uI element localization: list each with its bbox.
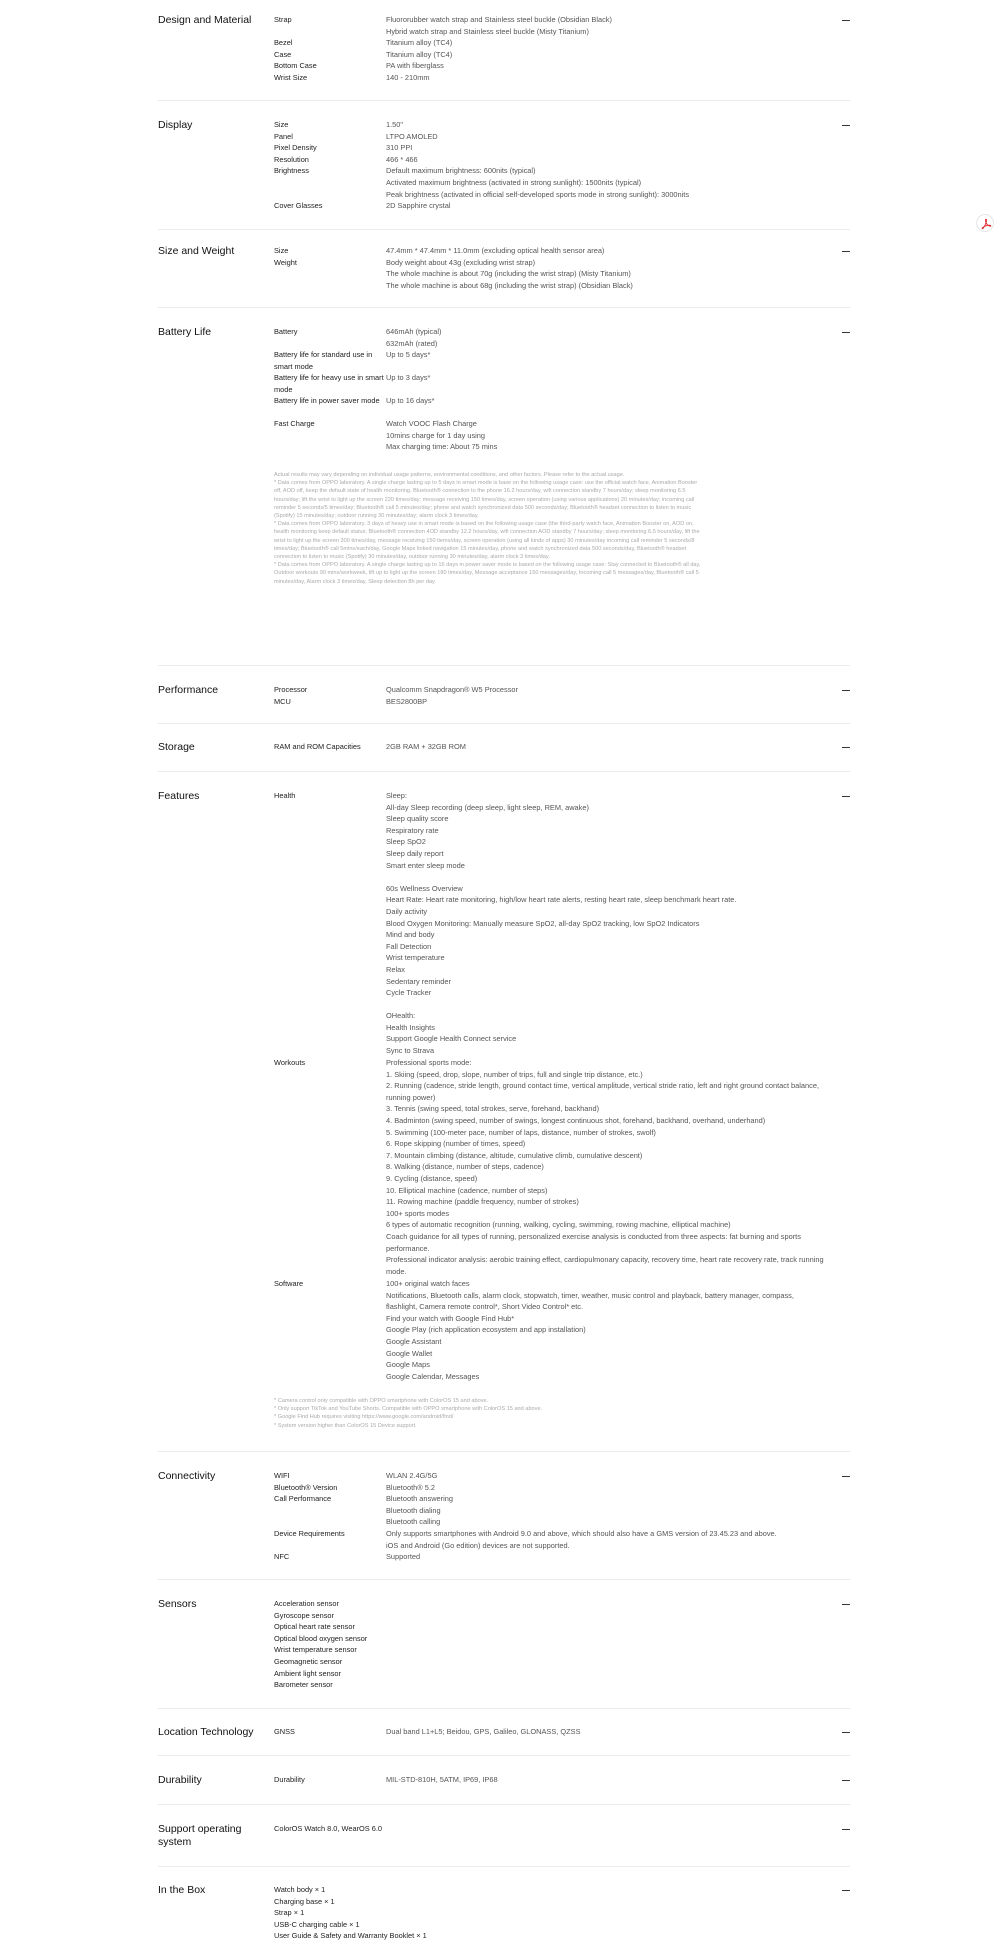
spec-values: Fluororubber watch strap and Stainless steel buckle (Obsidian Black) Hybrid watch strap and Stainless steel buckle (Misty Titanium) Titanium alloy (TC4) Titanium alloy (TC4) PA with fiberglass 140 - 210mm bbox=[386, 15, 612, 82]
section-title: Features bbox=[158, 790, 200, 802]
collapse-toggle-minus-icon[interactable] bbox=[842, 690, 850, 691]
spec-values: 47.4mm * 47.4mm * 11.0mm (excluding optical health sensor area) Body weight about 43g (excluding wrist strap) The whole machine is about 70g (including the wrist strap) (Misty Titanium) The whole machine is about 68g (including the wrist strap) (Obsidian Black) bbox=[386, 246, 633, 290]
section-divider bbox=[158, 1804, 850, 1805]
section-title: Size and Weight bbox=[158, 245, 235, 257]
section-divider bbox=[158, 1708, 850, 1709]
collapse-toggle-minus-icon[interactable] bbox=[842, 125, 850, 126]
spec-values: 1.50" LTPO AMOLED 310 PPI 466 * 466 Default maximum brightness: 600nits (typical) Activated maximum brightness (activated in strong sunlight): 1500nits (typical) Peak brightness (activated in official self-developed sports mode in strong sunlight): 3000nits 2D Sapphire crystal bbox=[386, 120, 690, 211]
section-title: Connectivity bbox=[158, 1470, 216, 1482]
spec-value: Up to 5 days* bbox=[386, 350, 431, 359]
section-divider bbox=[158, 307, 850, 308]
spec-value: ColorOS Watch 8.0, WearOS 6.0 bbox=[274, 1824, 383, 1833]
pdf-download-button[interactable] bbox=[976, 214, 994, 232]
spec-label-software: Software bbox=[274, 1279, 304, 1288]
spec-label-workouts: Workouts bbox=[274, 1058, 306, 1067]
spec-value: Up to 16 days* bbox=[386, 396, 435, 405]
section-title: Durability bbox=[158, 1774, 202, 1786]
section-divider bbox=[158, 1866, 850, 1867]
spec-values: Qualcomm Snapdragon® W5 Processor BES2800BP bbox=[386, 685, 518, 706]
collapse-toggle-minus-icon[interactable] bbox=[842, 796, 850, 797]
collapse-toggle-minus-icon[interactable] bbox=[842, 20, 850, 21]
box-contents-list: Watch body × 1 Charging base × 1 Strap × 1 USB-C charging cable × 1 User Guide & Safety and Warranty Booklet × 1 bbox=[274, 1885, 427, 1941]
spec-value: 646mAh (typical) 632mAh (rated) bbox=[386, 327, 442, 348]
collapse-toggle-minus-icon[interactable] bbox=[842, 1604, 850, 1605]
battery-footnotes: Actual results may vary depending on individual usage patterns, environmental conditions, and other factors. Please refer to the actual usage. * Data comes from OPPO laboratory. A single charge lasting up to 5 days in smart mode is base on the following usage case: use the official watch face, Animation Booster off, AOD off, keep the default state of health monitoring. Bluetooth® connection to the phone 16.2 hours/day, wifi connection standby 7 hours/day; sleep monitoring 6.5 hours/day; lift the wrist to light up the screen 220 times/day; message receiving 150 times/day, screen operation (using various applications) 20 minutes/day; incoming call reminder 5 seconds/5 times/day; Bluetooth® call 5 minutes/day; phone and watch synchronized data 500 seconds/day; Bluetooth® headset connection to listen to music (Spotify) 15 minutes/day; outdoor running 30 minutes/day; alarm clock 3 times/day. * Data comes from OPPO laboratory. 3 days of heavy use in smart mode is based on the following usage case (the third-party watch face, Animation Booster on, AOD on, health monitoring keep default status; Bluetooth® connection 4OD standby 12.2 hours/day, wifi connection AOD standby 7 hours/day; sleep monitoring 6.5 hours/day, lift the wrist to light up the screen 300 times/day, message receiving 150 items/day, screen operation (using all kinds of apps) 30 minutes/day incoming call reminder 5 seconds/8 times/day; Bluetooth® call 5mins/each/day, Google Maps linked navigation 15 minutes/day, phone and watch synchronized data 500 seconds/day, Bluetooth® headset connection to listen to music (Spotify) 30 minutes/day, outdoor running 30 minutes/day, alarm clock 3 times/day. * Data comes from OPPO laboratory. A single charge lasting up to 16 days in power saver mode is based on the following usage case: Stay connected to Bluetooth® all day, Outdoor workouts 90 mins/workweek, lift up to light up the screen 180 times/day, Message acceptance 150 messages/day, Incoming call 5 messages/day, Bluetooth® call 5 minutes/day, Alarm clock 3 times/day, Sleep detection 8h per day. bbox=[274, 472, 701, 585]
spec-values: WLAN 2.4G/5G Bluetooth® 5.2 Bluetooth answering Bluetooth dialing Bluetooth calling Only supports smartphones with Android 9.0 and above, which should also have a GMS version of 23.45.23 and above. iOS and Android (Go edition) devices are not supported. Supported bbox=[386, 1471, 777, 1562]
spec-value: Up to 3 days* bbox=[386, 373, 431, 382]
health-features-list: Sleep: All-day Sleep recording (deep sleep, light sleep, REM, awake) Sleep quality score Respiratory rate Sleep SpO2 Sleep daily report Smart enter sleep mode 60s Wellness Overview Heart Rate: Heart rate monitoring, high/low heart rate alerts, resting heart rate, sleep benchmark heart rate. Daily activity Blood Oxygen Monitoring: Manually measure SpO2, all-day SpO2 tracking, low SpO2 Indicators Mind and body Fall Detection Wrist temperature Relax Sedentary reminder Cycle Tracker OHealth: Health Insights Support Google Health Connect service Sync to Strava bbox=[386, 791, 737, 1056]
spec-label: RAM and ROM Capacities bbox=[274, 742, 361, 751]
section-divider bbox=[158, 100, 850, 101]
section-divider bbox=[158, 1451, 850, 1452]
section-title: Design and Material bbox=[158, 14, 252, 26]
section-title: Battery Life bbox=[158, 326, 212, 338]
section-divider bbox=[158, 723, 850, 724]
spec-value: 2GB RAM + 32GB ROM bbox=[386, 742, 466, 751]
section-title: Support operating system bbox=[158, 1823, 242, 1848]
spec-label: Durability bbox=[274, 1775, 305, 1784]
section-title: Display bbox=[158, 119, 193, 131]
spec-labels: Size Panel Pixel Density Resolution Brightness Cover Glasses bbox=[274, 120, 323, 211]
section-title: In the Box bbox=[158, 1884, 206, 1896]
section-divider bbox=[158, 1755, 850, 1756]
collapse-toggle-minus-icon[interactable] bbox=[842, 747, 850, 748]
sensors-list: Acceleration sensor Gyroscope sensor Optical heart rate sensor Optical blood oxygen sensor Wrist temperature sensor Geomagnetic sensor Ambient light sensor Barometer sensor bbox=[274, 1599, 368, 1690]
collapse-toggle-minus-icon[interactable] bbox=[842, 251, 850, 252]
spec-labels: WIFI Bluetooth® Version Call Performance Device Requirements NFC bbox=[274, 1471, 345, 1562]
section-title: Sensors bbox=[158, 1598, 197, 1610]
collapse-toggle-minus-icon[interactable] bbox=[842, 1476, 850, 1477]
spec-value: MIL-STD-810H, 5ATM, IP69, IP68 bbox=[386, 1775, 498, 1784]
spec-label: Fast Charge bbox=[274, 419, 315, 428]
spec-label: Battery life for heavy use in smart mode bbox=[274, 373, 384, 394]
spec-label: GNSS bbox=[274, 1727, 295, 1736]
section-title: Performance bbox=[158, 684, 219, 696]
collapse-toggle-minus-icon[interactable] bbox=[842, 332, 850, 333]
spec-label-health: Health bbox=[274, 791, 296, 800]
collapse-toggle-minus-icon[interactable] bbox=[842, 1829, 850, 1830]
section-divider bbox=[158, 665, 850, 666]
collapse-toggle-minus-icon[interactable] bbox=[842, 1732, 850, 1733]
pdf-download-icon bbox=[980, 218, 992, 230]
section-title: Location Technology bbox=[158, 1726, 254, 1738]
spec-labels: Size Weight bbox=[274, 246, 297, 267]
spec-label: Battery bbox=[274, 327, 298, 336]
spec-labels: Strap Bezel Case Bottom Case Wrist Size bbox=[274, 15, 317, 82]
section-divider bbox=[158, 771, 850, 772]
collapse-toggle-minus-icon[interactable] bbox=[842, 1780, 850, 1781]
section-divider bbox=[158, 1579, 850, 1580]
section-divider bbox=[158, 229, 850, 230]
spec-value: Dual band L1+L5; Beidou, GPS, Galileo, GLONASS, QZSS bbox=[386, 1727, 581, 1736]
features-footnotes: * Camera control only compatible with OPPO smartphone with ColorOS 15 and above. * Only support TikTok and YouTube Shorts. Compatible with OPPO smartphone with ColorOS 15 and above. * Google Find Hub requires visiting https://www.google.com/android/find/ * System version higher than ColorOS 15 Device support. bbox=[274, 1398, 543, 1429]
section-title: Storage bbox=[158, 741, 195, 753]
workouts-features-list: Professional sports mode: 1. Skiing (speed, drop, slope, number of trips, full and single trip distance, etc.) 2. Running (cadence, stride length, ground contact time, vertical amplitude, vertical stride ratio, left and right ground contact balance, running power) 3. Tennis (swing speed, total strokes, serve, forehand, backhand) 4. Badminton (swing speed, number of swings, longest continuous shot, forehand, backhand, overhand, underhand) 5. Swimming (100-meter pace, number of laps, distance, number of strokes, swolf) 6. Rope skipping (number of times, speed) 7. Mountain climbing (distance, altitude, cumulative climb, cumulative descent) 8. Walking (distance, number of steps, cadence) 9. Cycling (distance, speed) 10. Elliptical machine (cadence, number of steps) 11. Rowing machine (paddle frequency, number of strokes) 100+ sports modes 6 types of automatic recognition (running, walking, cycling, swimming, rowing machine, elliptical machine) Coach guidance for all types of running, personalized exercise analysis is conducted from three aspects: fat burning and sports performance. Professional indicator analysis: aerobic training effect, cardiopulmonary capacity, recovery time, heart rate recovery rate, track running mode. bbox=[386, 1058, 824, 1276]
software-features-list: 100+ original watch faces Notifications, Bluetooth calls, alarm clock, stopwatch, timer, weather, music control and playback, battery manager, compass, flashlight, Camera remote control*, Short Video Control* etc. Find your watch with Google Find Hub* Google Play (rich application ecosystem and app installation) Google Assistant Google Wallet Google Maps Google Calendar, Messages bbox=[386, 1279, 794, 1381]
spec-label: Battery life in power saver mode bbox=[274, 396, 380, 405]
spec-labels: Processor MCU bbox=[274, 685, 308, 706]
spec-label: Battery life for standard use in smart mode bbox=[274, 350, 373, 371]
collapse-toggle-minus-icon[interactable] bbox=[842, 1890, 850, 1891]
spec-value: Watch VOOC Flash Charge 10mins charge for 1 day using Max charging time: About 75 mins bbox=[386, 419, 498, 452]
